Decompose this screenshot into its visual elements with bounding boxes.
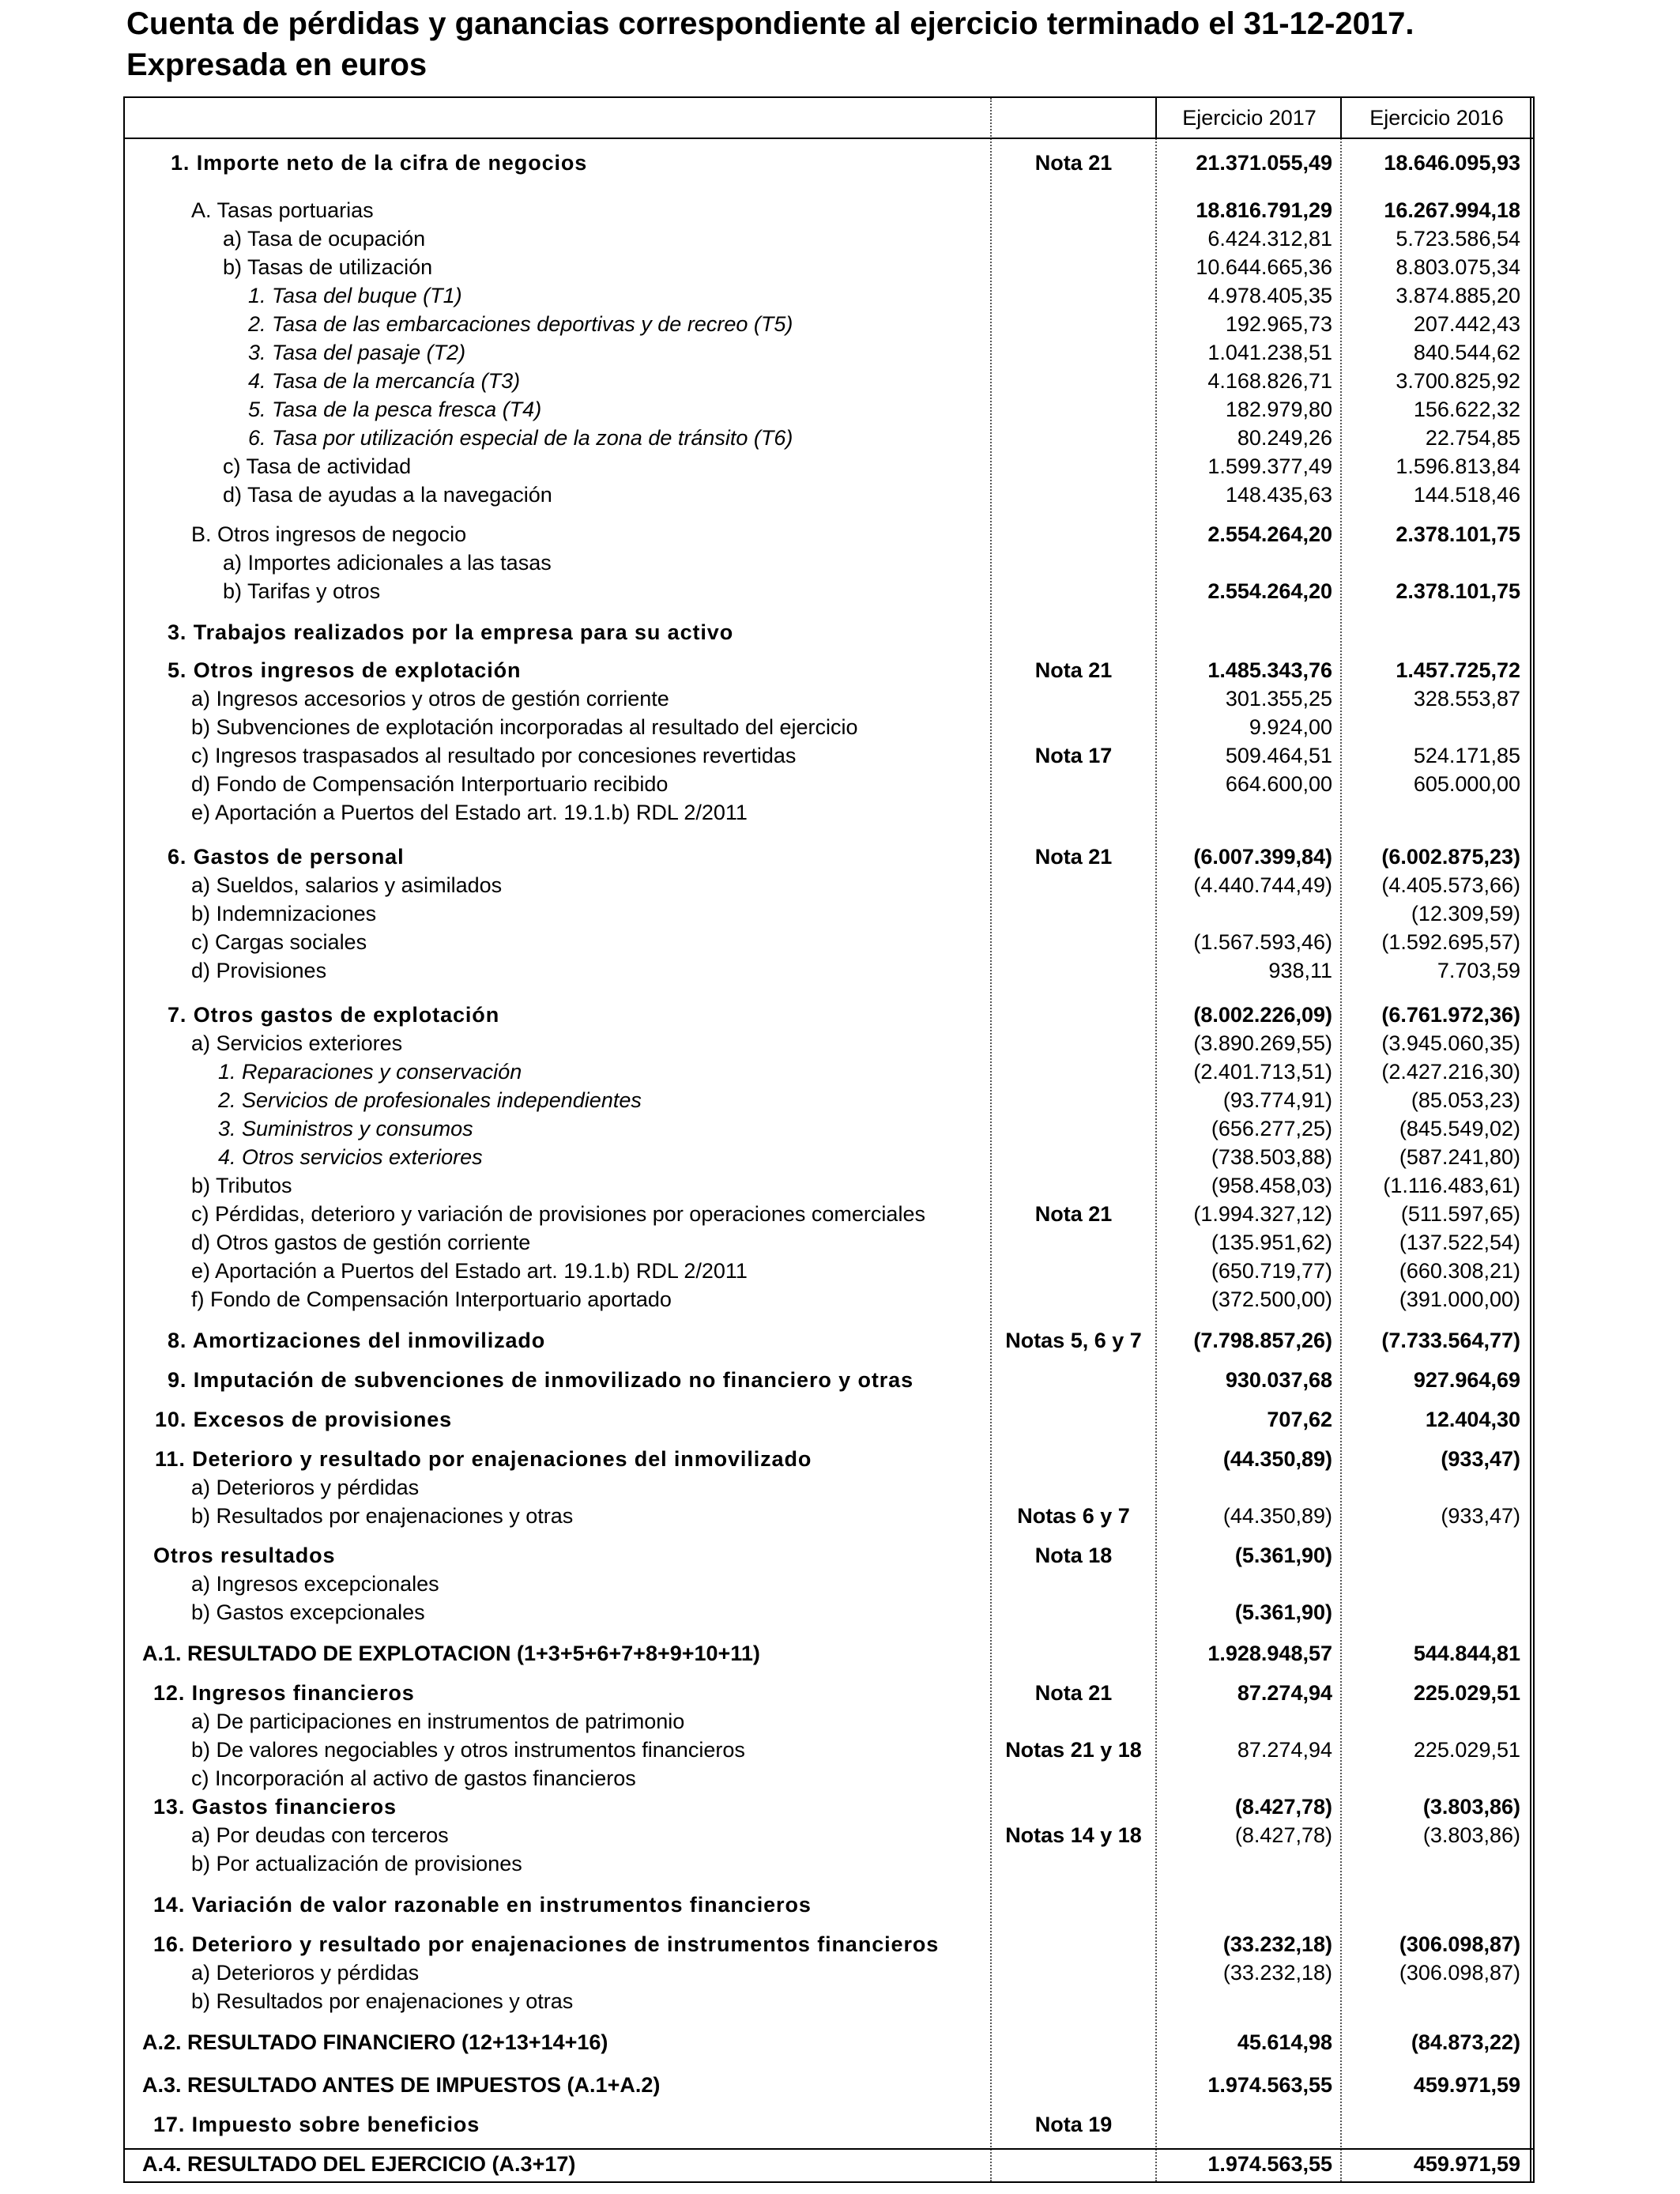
row-value-2016: 2.378.101,75 [1396,579,1520,603]
statement-row [125,452,1533,481]
row-label: b) Tasas de utilización [223,255,433,279]
row-label: 11. Deterioro y resultado por enajenaciones del inmovilizado [155,1447,812,1471]
statement-row [125,1366,1533,1394]
row-label: 8. Amortizaciones del inmovilizado [168,1329,546,1352]
row-label: 12. Ingresos financieros [153,1681,415,1705]
row-value-2016: (306.098,87) [1399,1961,1520,1985]
row-value-2016: 207.442,43 [1413,312,1520,336]
row-value-2016: (84.873,22) [1411,2030,1520,2054]
row-value-2016: 156.622,32 [1413,398,1520,421]
row-value-2017: 301.355,25 [1225,687,1332,711]
row-value-2016: 8.803.075,34 [1396,255,1520,279]
row-value-2016: (6.002.875,23) [1381,845,1520,869]
row-label: a) Ingresos excepcionales [191,1572,439,1596]
row-value-2017: 1.928.948,57 [1207,1642,1332,1665]
statement-row [125,684,1533,713]
statement-row [125,1326,1533,1355]
row-value-2017: (958.458,03) [1211,1174,1332,1197]
statement-row [125,871,1533,899]
row-value-2017: 707,62 [1267,1408,1332,1431]
row-label: 1. Importe neto de la cifra de negocios [171,151,588,175]
row-value-2016: 12.404,30 [1425,1408,1520,1431]
row-value-2017: (44.350,89) [1222,1447,1332,1471]
row-label: c) Cargas sociales [191,930,367,954]
row-value-2017: 1.485.343,76 [1207,658,1332,682]
statement-row [125,1445,1533,1473]
row-value-2016: (511.597,65) [1400,1202,1520,1226]
statement-row [125,1849,1533,1878]
statement-row [125,224,1533,253]
row-label: A.3. RESULTADO ANTES DE IMPUESTOS (A.1+A.2) [142,2073,661,2097]
row-value-2016: (587.241,80) [1399,1145,1520,1169]
row-nota: Notas 14 y 18 [1005,1823,1142,1847]
statement-row [125,395,1533,424]
row-value-2017: 1.041.238,51 [1207,341,1332,364]
page-title [126,3,1675,85]
row-value-2016: 225.029,51 [1413,1681,1520,1705]
row-value-2016: 459.971,59 [1413,2073,1520,2097]
row-label: d) Provisiones [191,959,327,982]
row-value-2016: 1.457.725,72 [1396,658,1520,682]
row-value-2016: 22.754,85 [1425,426,1520,450]
row-value-2017: 1.974.563,55 [1207,2073,1332,2097]
row-label: 4. Otros servicios exteriores [218,1145,483,1169]
row-value-2017: (738.503,88) [1211,1145,1332,1169]
title-line-2: Expresada en euros [126,47,428,82]
row-value-2017: 1.599.377,49 [1207,454,1332,478]
statement-row [125,2028,1533,2056]
statement-row [125,770,1533,798]
row-label: c) Pérdidas, deterioro y variación de provisiones por operaciones comerciales [191,1202,925,1226]
statement-row [125,1541,1533,1570]
row-value-2017: 10.644.665,36 [1196,255,1332,279]
row-label: 2. Tasa de las embarcaciones deportivas y de recreo (T5) [248,312,793,336]
row-label: Otros resultados [153,1544,336,1567]
row-value-2016: (2.427.216,30) [1381,1060,1520,1084]
row-value-2016: 2.378.101,75 [1396,522,1520,546]
row-value-2017: (44.350,89) [1222,1504,1332,1528]
row-value-2016: (306.098,87) [1399,1932,1520,1956]
row-label: a) Deterioros y pérdidas [191,1476,420,1499]
row-value-2017: 21.371.055,49 [1196,151,1332,175]
row-label: 6. Tasa por utilización especial de la zona de tránsito (T6) [248,426,793,450]
row-nota: Nota 21 [1034,1202,1113,1226]
statement-row [125,928,1533,956]
row-nota: Nota 17 [1034,744,1113,767]
row-label: 1. Tasa del buque (T1) [248,284,462,307]
row-value-2017: (135.951,62) [1211,1231,1332,1254]
statement-row [125,367,1533,395]
row-label: b) Tarifas y otros [223,579,381,603]
statement-row [125,281,1533,310]
row-nota: Nota 19 [1034,2113,1113,2136]
row-value-2017: (5.361,90) [1234,1544,1332,1567]
row-value-2017: 1.974.563,55 [1207,2152,1332,2176]
row-label: b) Resultados por enajenaciones y otras [191,1989,574,2013]
row-value-2016: (391.000,00) [1399,1287,1520,1311]
statement-row [125,520,1533,548]
row-label: a) Ingresos accesorios y otros de gestión corriente [191,687,669,711]
row-value-2017: (8.427,78) [1234,1823,1332,1847]
row-label: b) De valores negociables y otros instrumentos financieros [191,1738,745,1762]
row-label: 7. Otros gastos de explotación [168,1003,500,1027]
row-value-2016: 16.267.994,18 [1384,198,1520,222]
row-label: d) Otros gastos de gestión corriente [191,1231,531,1254]
statement-row [125,1001,1533,1029]
row-label: b) Gastos excepcionales [191,1600,425,1624]
row-value-2017: 18.816.791,29 [1196,198,1332,222]
row-label: 16. Deterioro y resultado por enajenaciones de instrumentos financieros [153,1932,940,1956]
row-value-2016: 605.000,00 [1413,772,1520,796]
statement-row [125,196,1533,224]
row-value-2017: (650.719,77) [1211,1259,1332,1283]
row-nota: Nota 21 [1034,151,1113,175]
row-label: 3. Tasa del pasaje (T2) [248,341,466,364]
row-label: A.2. RESULTADO FINANCIERO (12+13+14+16) [142,2030,608,2054]
statement-row [125,1598,1533,1627]
row-label: 9. Imputación de subvenciones de inmovilizado no financiero y otras [168,1368,913,1392]
row-value-2017: (4.440.744,49) [1193,873,1332,897]
row-value-2016: 18.646.095,93 [1384,151,1520,175]
statement-row [125,2148,1533,2178]
statement-row [125,1171,1533,1200]
row-label: B. Otros ingresos de negocio [191,522,467,546]
statement-row [125,1891,1533,1919]
row-value-2017: (372.500,00) [1211,1287,1332,1311]
statement-row [125,618,1533,647]
statement-row [125,1821,1533,1849]
row-value-2017: (656.277,25) [1211,1117,1332,1140]
row-nota: Nota 21 [1034,845,1113,869]
statement-row [125,798,1533,827]
row-value-2017: 87.274,94 [1237,1738,1332,1762]
row-value-2016: (3.945.060,35) [1381,1031,1520,1055]
statement-row [125,1764,1533,1793]
row-nota: Nota 21 [1034,1681,1113,1705]
row-label: 10. Excesos de provisiones [155,1408,453,1431]
row-value-2017: (33.232,18) [1222,1932,1332,1956]
row-value-2017: (8.427,78) [1234,1795,1332,1819]
row-value-2016: (4.405.573,66) [1381,873,1520,897]
statement-row [125,1057,1533,1086]
statement-row [125,741,1533,770]
row-value-2016: (1.592.695,57) [1381,930,1520,954]
row-nota: Notas 21 y 18 [1005,1738,1142,1762]
row-label: 14. Variación de valor razonable en instrumentos financieros [153,1893,812,1917]
row-value-2016: (933,47) [1441,1447,1520,1471]
statement-row [125,1473,1533,1502]
statement-row [125,149,1533,177]
row-value-2016: (845.549,02) [1399,1117,1520,1140]
row-value-2017: (6.007.399,84) [1193,845,1332,869]
row-label: 17. Impuesto sobre beneficios [153,2113,480,2136]
statement-row [125,481,1533,509]
row-value-2016: 5.723.586,54 [1396,227,1520,251]
row-label: a) Tasa de ocupación [223,227,426,251]
row-label: 5. Tasa de la pesca fresca (T4) [248,398,542,421]
row-value-2017: 4.168.826,71 [1207,369,1332,393]
row-value-2016: (3.803,86) [1422,1795,1520,1819]
row-value-2017: (93.774,91) [1222,1088,1332,1112]
row-value-2016: (3.803,86) [1422,1823,1520,1847]
row-value-2016: 1.596.813,84 [1396,454,1520,478]
row-value-2016: 225.029,51 [1413,1738,1520,1762]
row-value-2017: (8.002.226,09) [1193,1003,1332,1027]
statement-row [125,1257,1533,1285]
statement-row [125,548,1533,577]
row-label: 3. Trabajos realizados por la empresa para su activo [168,620,734,644]
statement-row [125,1405,1533,1434]
statement-row [125,1114,1533,1143]
row-label: c) Incorporación al activo de gastos financieros [191,1766,636,1790]
row-value-2017: 509.464,51 [1225,744,1332,767]
statement-row [125,1679,1533,1707]
row-label: a) Por deudas con terceros [191,1823,449,1847]
row-nota: Notas 6 y 7 [1017,1504,1130,1528]
row-label: c) Tasa de actividad [223,454,412,478]
row-value-2017: (33.232,18) [1222,1961,1332,1985]
statement-row [125,577,1533,605]
row-value-2017: 938,11 [1268,959,1332,982]
statement-row [125,253,1533,281]
row-value-2017: 2.554.264,20 [1207,522,1332,546]
statement-row [125,310,1533,338]
statement-row [125,1736,1533,1764]
row-value-2016: 544.844,81 [1413,1642,1520,1665]
row-nota: Notas 5, 6 y 7 [1005,1329,1142,1352]
row-value-2017: 182.979,80 [1225,398,1332,421]
row-value-2016: 524.171,85 [1413,744,1520,767]
row-label: e) Aportación a Puertos del Estado art. 19.1.b) RDL 2/2011 [191,801,748,824]
row-nota: Nota 21 [1034,658,1113,682]
row-value-2017: 80.249,26 [1237,426,1332,450]
statement-row [125,338,1533,367]
row-label: 2. Servicios de profesionales independientes [218,1088,642,1112]
header-ejercicio-2017: Ejercicio 2017 [1155,98,1342,138]
row-label: 1. Reparaciones y conservación [218,1060,522,1084]
row-label: a) Servicios exteriores [191,1031,403,1055]
statement-row [125,1707,1533,1736]
row-value-2017: 9.924,00 [1249,715,1332,739]
row-value-2016: (85.053,23) [1411,1088,1520,1112]
row-value-2016: 927.964,69 [1413,1368,1520,1392]
row-label: 13. Gastos financieros [153,1795,397,1819]
row-label: b) Subvenciones de explotación incorporadas al resultado del ejercicio [191,715,858,739]
row-label: 3. Suministros y consumos [218,1117,473,1140]
row-label: f) Fondo de Compensación Interportuario aportado [191,1287,672,1311]
row-value-2017: 930.037,68 [1225,1368,1332,1392]
row-value-2017: (2.401.713,51) [1193,1060,1332,1084]
row-label: 6. Gastos de personal [168,845,405,869]
row-value-2017: 45.614,98 [1237,2030,1332,2054]
row-value-2016: (6.761.972,36) [1381,1003,1520,1027]
row-value-2016: (137.522,54) [1399,1231,1520,1254]
statement-row [125,1502,1533,1530]
row-value-2017: 148.435,63 [1225,483,1332,507]
statement-row [125,843,1533,871]
row-label: A. Tasas portuarias [191,198,374,222]
row-value-2016: (1.116.483,61) [1383,1174,1520,1197]
statement-row [125,1930,1533,1958]
row-label: a) Deterioros y pérdidas [191,1961,420,1985]
statement-row [125,956,1533,985]
statement-row [125,1200,1533,1228]
statement-row [125,2071,1533,2099]
row-label: b) Tributos [191,1174,292,1197]
row-value-2016: 328.553,87 [1413,687,1520,711]
statement-row [125,1570,1533,1598]
row-value-2017: 664.600,00 [1225,772,1332,796]
table-header [125,98,1533,139]
row-label: d) Tasa de ayudas a la navegación [223,483,552,507]
row-label: a) Sueldos, salarios y asimilados [191,873,503,897]
row-value-2016: (933,47) [1441,1504,1520,1528]
row-value-2016: 3.874.885,20 [1396,284,1520,307]
row-label: 5. Otros ingresos de explotación [168,658,522,682]
row-value-2017: 192.965,73 [1225,312,1332,336]
row-label: 4. Tasa de la mercancía (T3) [248,369,521,393]
row-label: A.4. RESULTADO DEL EJERCICIO (A.3+17) [142,2152,576,2176]
statement-row [125,1143,1533,1171]
row-value-2017: 6.424.312,81 [1207,227,1332,251]
row-value-2016: 144.518,46 [1413,483,1520,507]
statement-row [125,1029,1533,1057]
row-value-2017: (1.994.327,12) [1193,1202,1332,1226]
row-value-2016: (7.733.564,77) [1381,1329,1520,1352]
statement-row [125,1639,1533,1668]
row-value-2016: 459.971,59 [1413,2152,1520,2176]
row-value-2016: (660.308,21) [1399,1259,1520,1283]
title-line-1: Cuenta de pérdidas y ganancias correspondiente al ejercicio terminado el 31-12-2017. [126,6,1414,41]
statement-row [125,713,1533,741]
statement-row [125,424,1533,452]
row-label: c) Ingresos traspasados al resultado por concesiones revertidas [191,744,797,767]
row-label: b) Por actualización de provisiones [191,1852,522,1875]
row-label: A.1. RESULTADO DE EXPLOTACION (1+3+5+6+7+8+9+10+11) [142,1642,760,1665]
row-value-2016: 840.544,62 [1413,341,1520,364]
row-value-2016: 7.703,59 [1437,959,1520,982]
row-label: e) Aportación a Puertos del Estado art. 19.1.b) RDL 2/2011 [191,1259,748,1283]
row-value-2017: 87.274,94 [1237,1681,1332,1705]
row-value-2017: (7.798.857,26) [1193,1329,1332,1352]
statement-row [125,1285,1533,1314]
row-value-2017: (5.361,90) [1234,1600,1332,1624]
row-label: b) Indemnizaciones [191,902,377,925]
statement-row [125,2110,1533,2139]
row-value-2017: 2.554.264,20 [1207,579,1332,603]
statement-row [125,1228,1533,1257]
row-label: b) Resultados por enajenaciones y otras [191,1504,574,1528]
income-statement-table [123,96,1535,2183]
row-label: a) Importes adicionales a las tasas [223,551,552,575]
row-value-2017: (1.567.593,46) [1193,930,1332,954]
row-label: a) De participaciones en instrumentos de patrimonio [191,1710,685,1733]
statement-row [125,656,1533,684]
row-value-2016: 3.700.825,92 [1396,369,1520,393]
statement-row [125,1987,1533,2015]
row-value-2016: (12.309,59) [1411,902,1520,925]
row-label: d) Fondo de Compensación Interportuario recibido [191,772,669,796]
row-value-2017: (3.890.269,55) [1193,1031,1332,1055]
header-ejercicio-2016: Ejercicio 2016 [1340,98,1531,138]
row-nota: Nota 18 [1034,1544,1113,1567]
statement-row [125,899,1533,928]
statement-row [125,1958,1533,1987]
row-value-2017: 4.978.405,35 [1207,284,1332,307]
statement-row [125,1793,1533,1821]
statement-row [125,1086,1533,1114]
